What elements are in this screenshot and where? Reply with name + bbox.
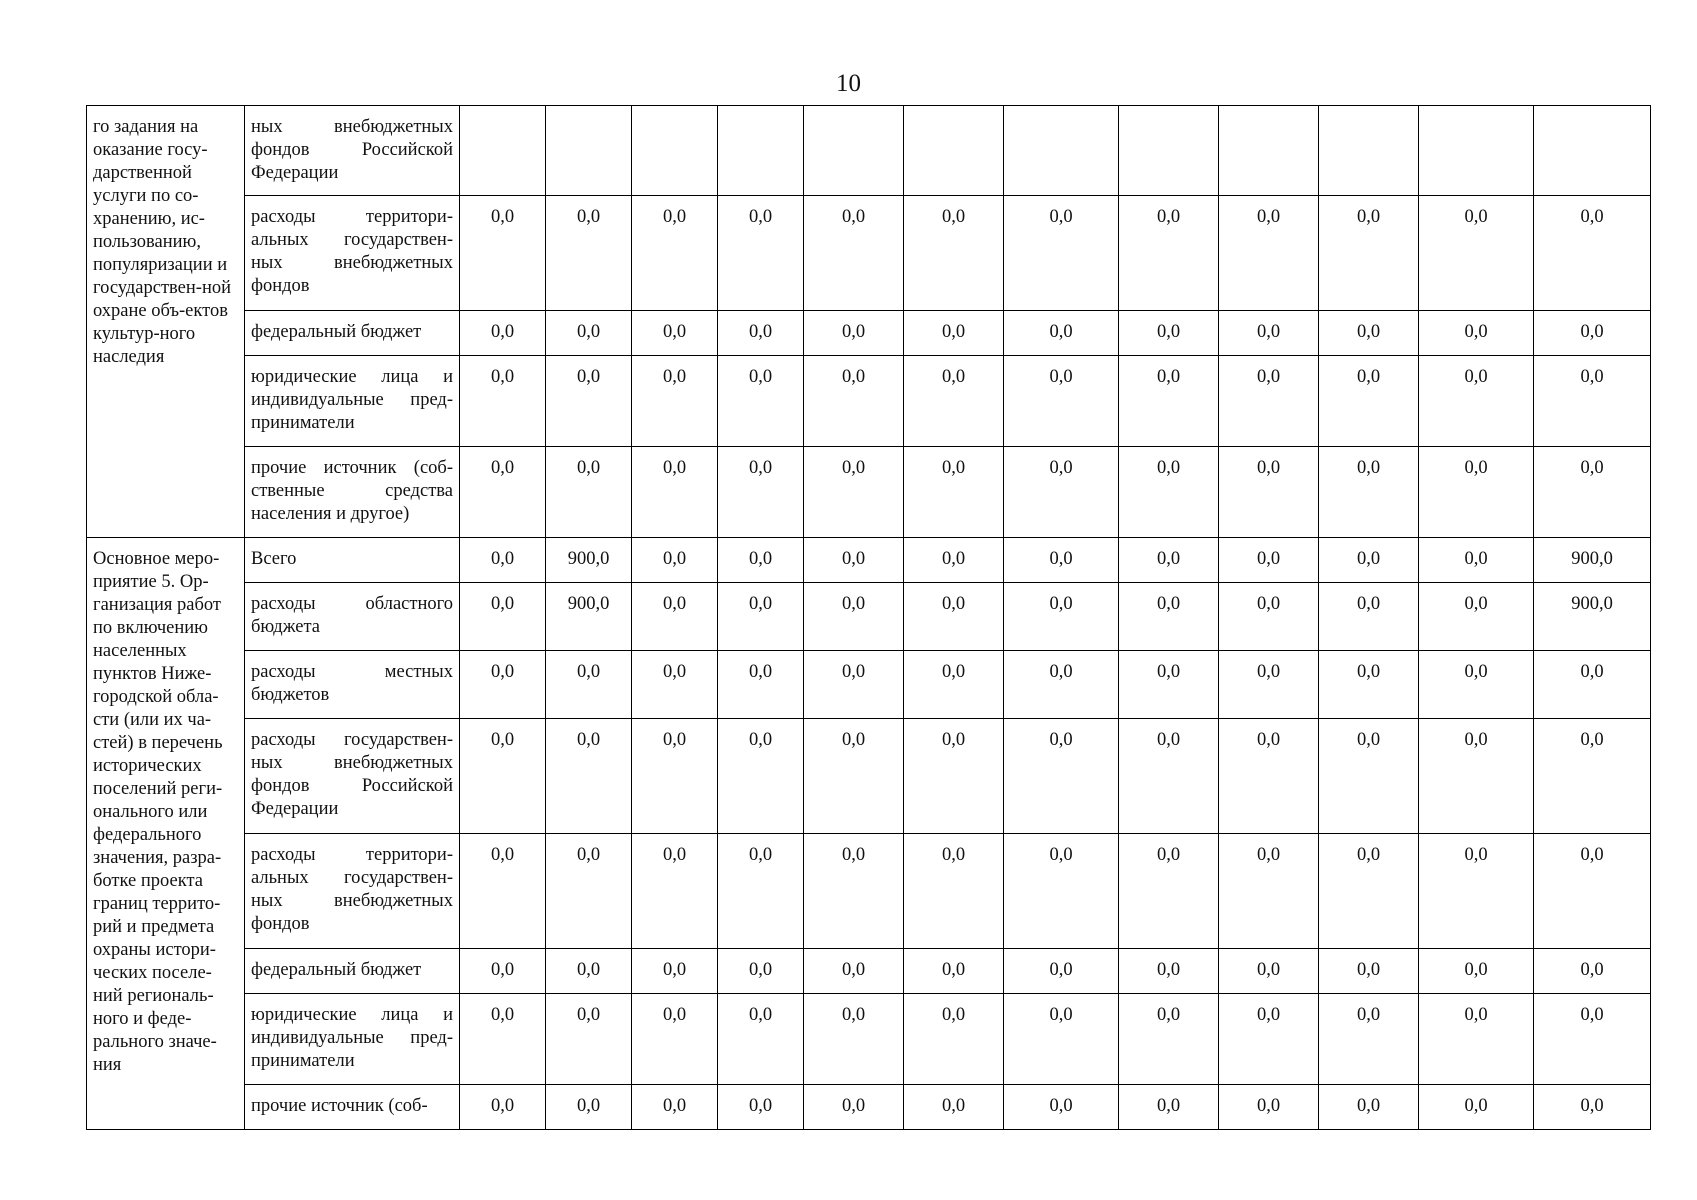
funding-source-cell: расходы государствен-ных внебюджетных фондов Российской Федерации [245,719,460,834]
value-cell: 0,0 [804,311,904,356]
value-cell: 0,0 [460,1085,546,1130]
table-row [87,949,1651,994]
value-cell: 0,0 [1119,994,1219,1085]
value-cell: 0,0 [460,311,546,356]
value-cell: 0,0 [632,994,718,1085]
value-cell: 0,0 [1534,834,1651,949]
value-cell [1419,106,1534,196]
value-cell: 0,0 [1004,651,1119,719]
value-cell: 0,0 [1119,447,1219,538]
value-cell: 0,0 [718,538,804,583]
value-cell: 0,0 [1319,447,1419,538]
value-cell: 0,0 [804,651,904,719]
table-row [87,583,1651,651]
value-cell: 0,0 [904,949,1004,994]
funding-source-cell: федеральный бюджет [245,949,460,994]
funding-source-cell: юридические лица и индивидуальные пред-приниматели [245,994,460,1085]
value-cell: 0,0 [632,196,718,311]
value-cell: 0,0 [1219,447,1319,538]
value-cell: 0,0 [1419,949,1534,994]
value-cell: 0,0 [1534,356,1651,447]
value-cell: 0,0 [1319,538,1419,583]
value-cell: 0,0 [1219,356,1319,447]
value-cell: 0,0 [904,196,1004,311]
value-cell: 0,0 [1219,583,1319,651]
value-cell: 0,0 [718,1085,804,1130]
value-cell: 0,0 [546,311,632,356]
value-cell: 0,0 [460,719,546,834]
funding-source-cell: расходы территори-альных государствен-ных внебюджетных фондов [245,834,460,949]
value-cell: 0,0 [718,447,804,538]
value-cell: 0,0 [804,1085,904,1130]
table-row [87,356,1651,447]
value-cell: 0,0 [1004,356,1119,447]
table-row [87,834,1651,949]
value-cell: 0,0 [904,583,1004,651]
value-cell: 0,0 [804,356,904,447]
value-cell: 900,0 [1534,583,1651,651]
value-cell: 0,0 [1419,538,1534,583]
table-row [87,538,1651,583]
value-cell: 0,0 [1004,447,1119,538]
value-cell: 0,0 [1534,1085,1651,1130]
value-cell: 0,0 [804,994,904,1085]
value-cell: 0,0 [804,583,904,651]
table-row [87,651,1651,719]
value-cell: 0,0 [632,356,718,447]
table-row [87,719,1651,834]
value-cell: 0,0 [460,356,546,447]
value-cell: 0,0 [1119,583,1219,651]
funding-table [86,105,1651,1130]
value-cell: 0,0 [1419,583,1534,651]
value-cell: 0,0 [546,719,632,834]
value-cell: 0,0 [1219,719,1319,834]
value-cell: 0,0 [904,834,1004,949]
value-cell: 0,0 [1319,651,1419,719]
value-cell: 0,0 [460,196,546,311]
value-cell: 0,0 [1119,949,1219,994]
value-cell: 0,0 [1319,356,1419,447]
value-cell: 0,0 [632,651,718,719]
value-cell: 0,0 [904,311,1004,356]
value-cell: 900,0 [546,538,632,583]
value-cell: 0,0 [1004,719,1119,834]
value-cell: 0,0 [1319,994,1419,1085]
value-cell: 900,0 [546,583,632,651]
value-cell: 0,0 [460,447,546,538]
value-cell [718,106,804,196]
value-cell: 0,0 [904,447,1004,538]
value-cell: 0,0 [460,994,546,1085]
value-cell: 0,0 [1004,949,1119,994]
value-cell: 0,0 [546,196,632,311]
value-cell: 0,0 [718,949,804,994]
value-cell: 0,0 [718,311,804,356]
value-cell: 0,0 [632,1085,718,1130]
value-cell: 0,0 [718,196,804,311]
funding-source-cell: расходы территори-альных государствен-ных внебюджетных фондов [245,196,460,311]
funding-source-cell: расходы областного бюджета [245,583,460,651]
value-cell: 0,0 [718,583,804,651]
value-cell: 0,0 [1119,538,1219,583]
value-cell: 0,0 [1419,356,1534,447]
funding-source-cell: прочие источник (соб- [245,1085,460,1130]
value-cell: 0,0 [546,834,632,949]
value-cell: 0,0 [1319,583,1419,651]
value-cell: 0,0 [1119,196,1219,311]
value-cell: 0,0 [1419,447,1534,538]
value-cell: 0,0 [1319,834,1419,949]
value-cell [904,106,1004,196]
value-cell: 0,0 [546,994,632,1085]
value-cell: 0,0 [1004,196,1119,311]
value-cell: 0,0 [546,1085,632,1130]
value-cell [1004,106,1119,196]
value-cell: 0,0 [1534,719,1651,834]
value-cell: 0,0 [632,949,718,994]
value-cell: 0,0 [1219,1085,1319,1130]
value-cell: 0,0 [1319,719,1419,834]
value-cell: 0,0 [1004,583,1119,651]
value-cell: 0,0 [1219,196,1319,311]
action-cell: Основное меро-приятие 5. Ор-ганизация работ по включению населенных пунктов Ниже-городской обла-сти (или их ча-стей) в перечень исторических поселений реги-онального или федерального значения, разра-ботке проекта границ террито-рий и предмета охраны истори-ческих поселе-ний региональ-ного и феде-рального значе-ния [87,538,245,1130]
value-cell: 0,0 [632,447,718,538]
value-cell: 0,0 [1119,651,1219,719]
value-cell: 900,0 [1534,538,1651,583]
value-cell: 0,0 [460,651,546,719]
value-cell: 0,0 [718,834,804,949]
funding-source-cell: ных внебюджетных фондов Российской Федерации [245,106,460,196]
value-cell: 0,0 [1319,311,1419,356]
value-cell: 0,0 [1319,949,1419,994]
value-cell: 0,0 [632,311,718,356]
value-cell: 0,0 [1319,196,1419,311]
value-cell: 0,0 [1419,994,1534,1085]
value-cell: 0,0 [1534,651,1651,719]
value-cell: 0,0 [1004,311,1119,356]
value-cell: 0,0 [904,651,1004,719]
value-cell: 0,0 [1219,994,1319,1085]
value-cell: 0,0 [1419,311,1534,356]
table-row [87,447,1651,538]
value-cell: 0,0 [460,538,546,583]
value-cell: 0,0 [804,538,904,583]
value-cell: 0,0 [1219,311,1319,356]
value-cell: 0,0 [718,356,804,447]
table-row [87,1085,1651,1130]
action-cell: го задания на оказание госу-дарственной услуги по со-хранению, ис-пользованию, популяризации и государствен-ной охране объ-ектов культур-ного наследия [87,106,245,538]
value-cell: 0,0 [904,1085,1004,1130]
value-cell: 0,0 [1419,196,1534,311]
value-cell: 0,0 [1534,994,1651,1085]
value-cell [1534,106,1651,196]
value-cell: 0,0 [460,834,546,949]
value-cell: 0,0 [804,196,904,311]
value-cell: 0,0 [804,949,904,994]
value-cell: 0,0 [718,719,804,834]
value-cell: 0,0 [1119,834,1219,949]
value-cell: 0,0 [1534,311,1651,356]
funding-source-cell: юридические лица и индивидуальные пред-приниматели [245,356,460,447]
value-cell: 0,0 [1119,311,1219,356]
value-cell: 0,0 [718,994,804,1085]
funding-source-cell: расходы местных бюджетов [245,651,460,719]
value-cell: 0,0 [1004,994,1119,1085]
value-cell [1119,106,1219,196]
value-cell: 0,0 [1534,949,1651,994]
value-cell: 0,0 [1534,196,1651,311]
value-cell [1319,106,1419,196]
value-cell: 0,0 [718,651,804,719]
value-cell: 0,0 [546,356,632,447]
page-number: 10 [836,70,861,97]
value-cell: 0,0 [1119,356,1219,447]
value-cell: 0,0 [1004,538,1119,583]
value-cell: 0,0 [632,538,718,583]
value-cell: 0,0 [546,651,632,719]
value-cell: 0,0 [1419,651,1534,719]
funding-source-cell: прочие источник (соб-ственные средства населения и другое) [245,447,460,538]
value-cell: 0,0 [1419,719,1534,834]
value-cell: 0,0 [632,583,718,651]
table-row [87,196,1651,311]
value-cell: 0,0 [460,583,546,651]
value-cell: 0,0 [460,949,546,994]
value-cell: 0,0 [632,834,718,949]
value-cell: 0,0 [904,994,1004,1085]
value-cell [632,106,718,196]
value-cell: 0,0 [804,447,904,538]
value-cell: 0,0 [1419,1085,1534,1130]
value-cell: 0,0 [1219,538,1319,583]
table-row [87,311,1651,356]
value-cell: 0,0 [904,719,1004,834]
value-cell: 0,0 [1004,1085,1119,1130]
funding-source-cell: Всего [245,538,460,583]
value-cell: 0,0 [1534,447,1651,538]
value-cell: 0,0 [804,834,904,949]
value-cell: 0,0 [804,719,904,834]
value-cell [546,106,632,196]
value-cell: 0,0 [904,356,1004,447]
value-cell: 0,0 [632,719,718,834]
value-cell: 0,0 [1219,834,1319,949]
value-cell [1219,106,1319,196]
value-cell: 0,0 [1004,834,1119,949]
value-cell: 0,0 [1119,1085,1219,1130]
value-cell: 0,0 [1119,719,1219,834]
value-cell: 0,0 [546,447,632,538]
value-cell [804,106,904,196]
value-cell: 0,0 [1219,949,1319,994]
table-row [87,994,1651,1085]
value-cell: 0,0 [904,538,1004,583]
value-cell: 0,0 [546,949,632,994]
table-row [87,106,1651,196]
funding-source-cell: федеральный бюджет [245,311,460,356]
value-cell: 0,0 [1219,651,1319,719]
value-cell: 0,0 [1319,1085,1419,1130]
value-cell [460,106,546,196]
value-cell: 0,0 [1419,834,1534,949]
